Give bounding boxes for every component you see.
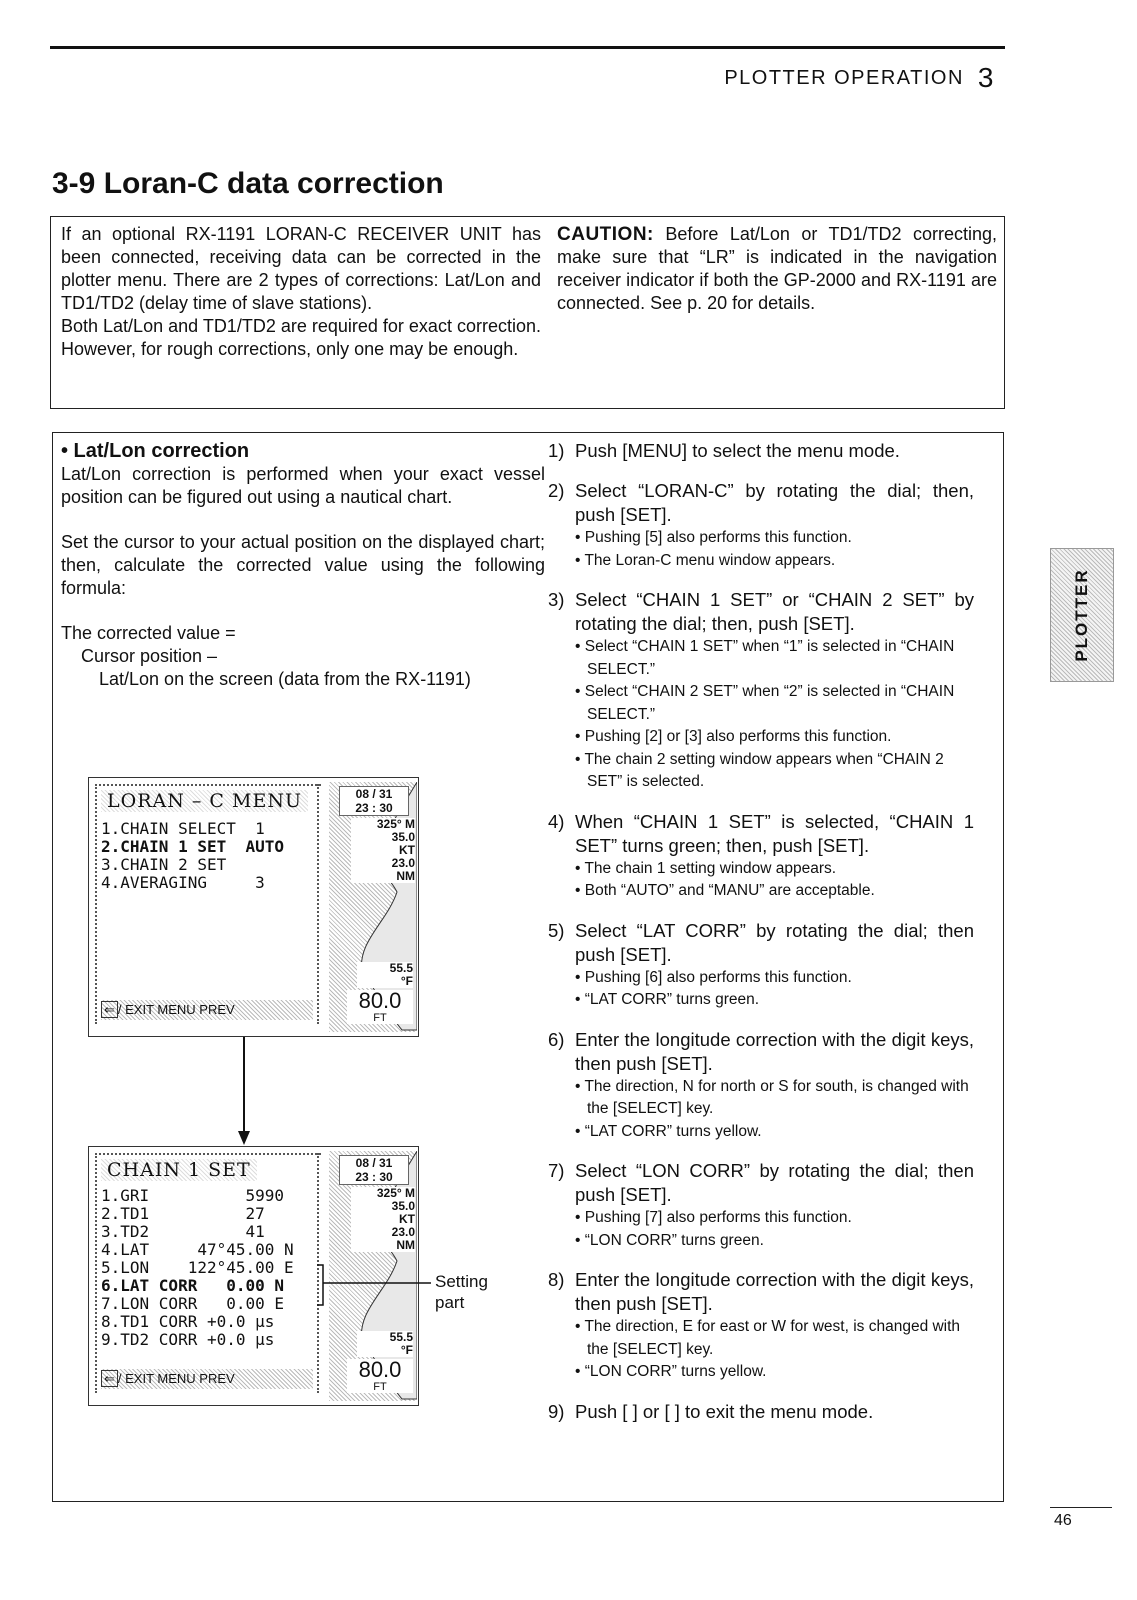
caution-text: Before Lat/Lon or TD1/TD2 correcting, make sure that “LR” is indicated in the navigation receiver indicator if both the GP-2000 and RX-1191 are connected. See p. 20 for details. (557, 224, 997, 313)
step-note: • The Loran-C menu window appears. (575, 551, 836, 569)
step-7 (548, 1159, 974, 1252)
top-rule (50, 46, 1005, 49)
latlon-paragraph-2: Set the cursor to your actual position on the displayed chart; then, calculate the corrected value using the following formula: (61, 532, 545, 598)
step-number: 8) (548, 1269, 565, 1290)
intro-paragraph-1: If an optional RX-1191 LORAN-C RECEIVER UNIT has been connected, receiving data can be corrected in the plotter menu. There are 2 types of corrections: Lat/Lon and TD1/TD2 (delay time of slave stations). (61, 224, 541, 313)
chapter-number: 3 (977, 62, 995, 93)
step-text: Enter the longitude correction with the digit keys, then push [SET]. (575, 1028, 974, 1074)
screen-footer (101, 1000, 313, 1020)
step-5 (548, 919, 974, 1012)
step-text: Push [MENU] to select the menu mode. (575, 440, 900, 461)
screen-footer (101, 1369, 313, 1389)
date-readout: 08 / 31 (355, 787, 393, 801)
step-2 (548, 479, 974, 572)
step-note: • “LON CORR” turns yellow. (575, 1363, 767, 1380)
formula-line-3: Lat/Lon on the screen (data from the RX-1191) (99, 669, 471, 689)
step-text: Enter the longitude correction with the digit keys, then push [SET]. (575, 1269, 974, 1314)
latlon-paragraph-1: Lat/Lon correction is performed when your exact vessel position can be figured out using a nautical chart. (61, 464, 545, 507)
menu-item: 4.AVERAGING 3 (101, 873, 265, 892)
step-note: • “LAT CORR” turns yellow. (575, 1122, 762, 1140)
step-number: 6) (548, 1028, 565, 1050)
callout-bracket (313, 1263, 433, 1323)
step-note: • The chain 2 setting window appears when “CHAIN 2 SET” is selected. (575, 750, 944, 790)
step-text: Select “LORAN-C” by rotating the dial; then, push [SET]. (575, 480, 974, 525)
menu-item: 9.TD2 CORR +0.0 µs (101, 1330, 275, 1349)
section-header (724, 62, 995, 94)
speed-readout: 35.0 (391, 830, 415, 844)
section-name: PLOTTER OPERATION (724, 67, 964, 89)
menu-item: 3.CHAIN 2 SET (101, 855, 227, 874)
footer-text: / EXIT MENU PREV (117, 1371, 235, 1386)
menu-item: 2.TD1 27 (101, 1204, 265, 1223)
speed-unit: KT (399, 843, 415, 857)
step-number: 2) (548, 480, 565, 501)
formula-line-2: Cursor position – (81, 646, 218, 666)
time-readout: 23 : 30 (355, 801, 393, 815)
step-number: 7) (548, 1160, 565, 1181)
temperature-readout: 55.5 (389, 1330, 413, 1344)
back-key-icon: ⇐ (101, 1370, 118, 1387)
menu-item: 3.TD2 41 (101, 1222, 265, 1241)
step-note: • Select “CHAIN 2 SET” when “2” is selected in “CHAIN SELECT.” (575, 683, 955, 723)
step-note: • Both “AUTO” and “MANU” are acceptable. (575, 882, 875, 899)
speed-unit: KT (399, 1212, 415, 1226)
step-text: When “CHAIN 1 SET” is selected, “CHAIN 1 SET” turns green; then, push [SET]. (575, 810, 974, 856)
step-8 (548, 1268, 974, 1384)
step-number: 4) (548, 810, 565, 832)
step-text: Select “LAT CORR” by rotating the dial; then push [SET]. (575, 919, 974, 965)
step-number: 3) (548, 589, 565, 610)
step-note: • The chain 1 setting window appears. (575, 859, 837, 877)
down-arrow (234, 1037, 254, 1147)
intro-paragraph-2: Both Lat/Lon and TD1/TD2 are required for exact correction. However, for rough corrections, only one may be enough. (61, 316, 541, 359)
step-3 (548, 588, 974, 794)
distance-unit: NM (396, 1238, 415, 1252)
depth-unit: FT (373, 1381, 387, 1393)
intro-box (50, 216, 1005, 409)
latlon-heading: • Lat/Lon correction (61, 440, 250, 462)
step-1 (548, 439, 974, 463)
footer-text: / EXIT MENU PREV (117, 1002, 235, 1017)
step-text: Select “CHAIN 1 SET” or “CHAIN 2 SET” by rotating the dial; then, push [SET]. (575, 589, 974, 634)
temperature-unit: °F (400, 974, 413, 988)
menu-item-selected: 2.CHAIN 1 SET AUTO (101, 837, 285, 856)
main-box (52, 432, 1004, 1502)
step-note: • Select “CHAIN 1 SET” when “1” is selected in “CHAIN SELECT.” (575, 638, 955, 678)
step-note: • Pushing [6] also performs this function. (575, 968, 852, 986)
formula-line-1: The corrected value = (61, 623, 236, 643)
step-number: 1) (548, 440, 565, 461)
step-number: 5) (548, 919, 565, 941)
time-readout: 23 : 30 (355, 1170, 393, 1184)
page-title: 3-9 Loran-C data correction (52, 167, 444, 200)
steps-list (548, 439, 974, 1440)
menu-item: 4.LAT 47°45.00 N (101, 1240, 294, 1259)
step-note: • “LAT CORR” turns green. (575, 991, 760, 1008)
plotter-side-tab (1050, 548, 1114, 682)
temperature-readout: 55.5 (389, 961, 413, 975)
depth-unit: FT (373, 1012, 387, 1024)
menu-item: 7.LON CORR 0.00 E (101, 1294, 285, 1313)
menu-item: 8.TD1 CORR +0.0 µs (101, 1312, 275, 1331)
menu-item: 5.LON 122°45.00 E (101, 1258, 294, 1277)
step-note: • Pushing [7] also performs this function. (575, 1209, 852, 1226)
loran-menu-screen (88, 777, 419, 1037)
step-number: 9) (548, 1400, 565, 1422)
page-number-rule (1050, 1507, 1112, 1508)
step-note: • Pushing [2] or [3] also performs this function. (575, 728, 892, 745)
menu-item: 1.CHAIN SELECT 1 (101, 819, 265, 838)
screen-title: CHAIN 1 SET (101, 1159, 257, 1181)
menu-item: 1.GRI 5990 (101, 1186, 285, 1205)
temperature-unit: °F (400, 1343, 413, 1357)
date-readout: 08 / 31 (355, 1156, 393, 1170)
heading-readout: 325° M (376, 1186, 415, 1200)
depth-readout: 80.0 (358, 988, 402, 1013)
distance-readout: 23.0 (391, 856, 415, 870)
step-note: • The direction, E for east or W for west, is changed with the [SELECT] key. (575, 1318, 961, 1358)
distance-unit: NM (396, 869, 415, 883)
menu-item-selected: 6.LAT CORR 0.00 N (101, 1276, 285, 1295)
speed-readout: 35.0 (391, 1199, 415, 1213)
side-tab-label: PLOTTER (1072, 568, 1091, 662)
depth-readout: 80.0 (358, 1357, 402, 1382)
step-text: Push [ ] or [ ] to exit the menu mode. (575, 1400, 874, 1422)
step-note: • “LON CORR” turns green. (575, 1231, 764, 1249)
step-note: • Pushing [5] also performs this function. (575, 529, 852, 546)
caution-label: CAUTION: (557, 224, 654, 245)
back-key-icon: ⇐ (101, 1001, 118, 1018)
distance-readout: 23.0 (391, 1225, 415, 1239)
page-number: 46 (1054, 1512, 1072, 1529)
setting-part-label: Setting part (435, 1272, 488, 1312)
screen-title: LORAN – C MENU (101, 790, 308, 812)
step-6 (548, 1028, 974, 1144)
step-4 (548, 810, 974, 903)
step-text: Select “LON CORR” by rotating the dial; then push [SET]. (575, 1160, 974, 1205)
heading-readout: 325° M (376, 817, 415, 831)
step-note: • The direction, N for north or S for south, is changed with the [SELECT] key. (575, 1077, 969, 1117)
step-9 (548, 1400, 974, 1424)
